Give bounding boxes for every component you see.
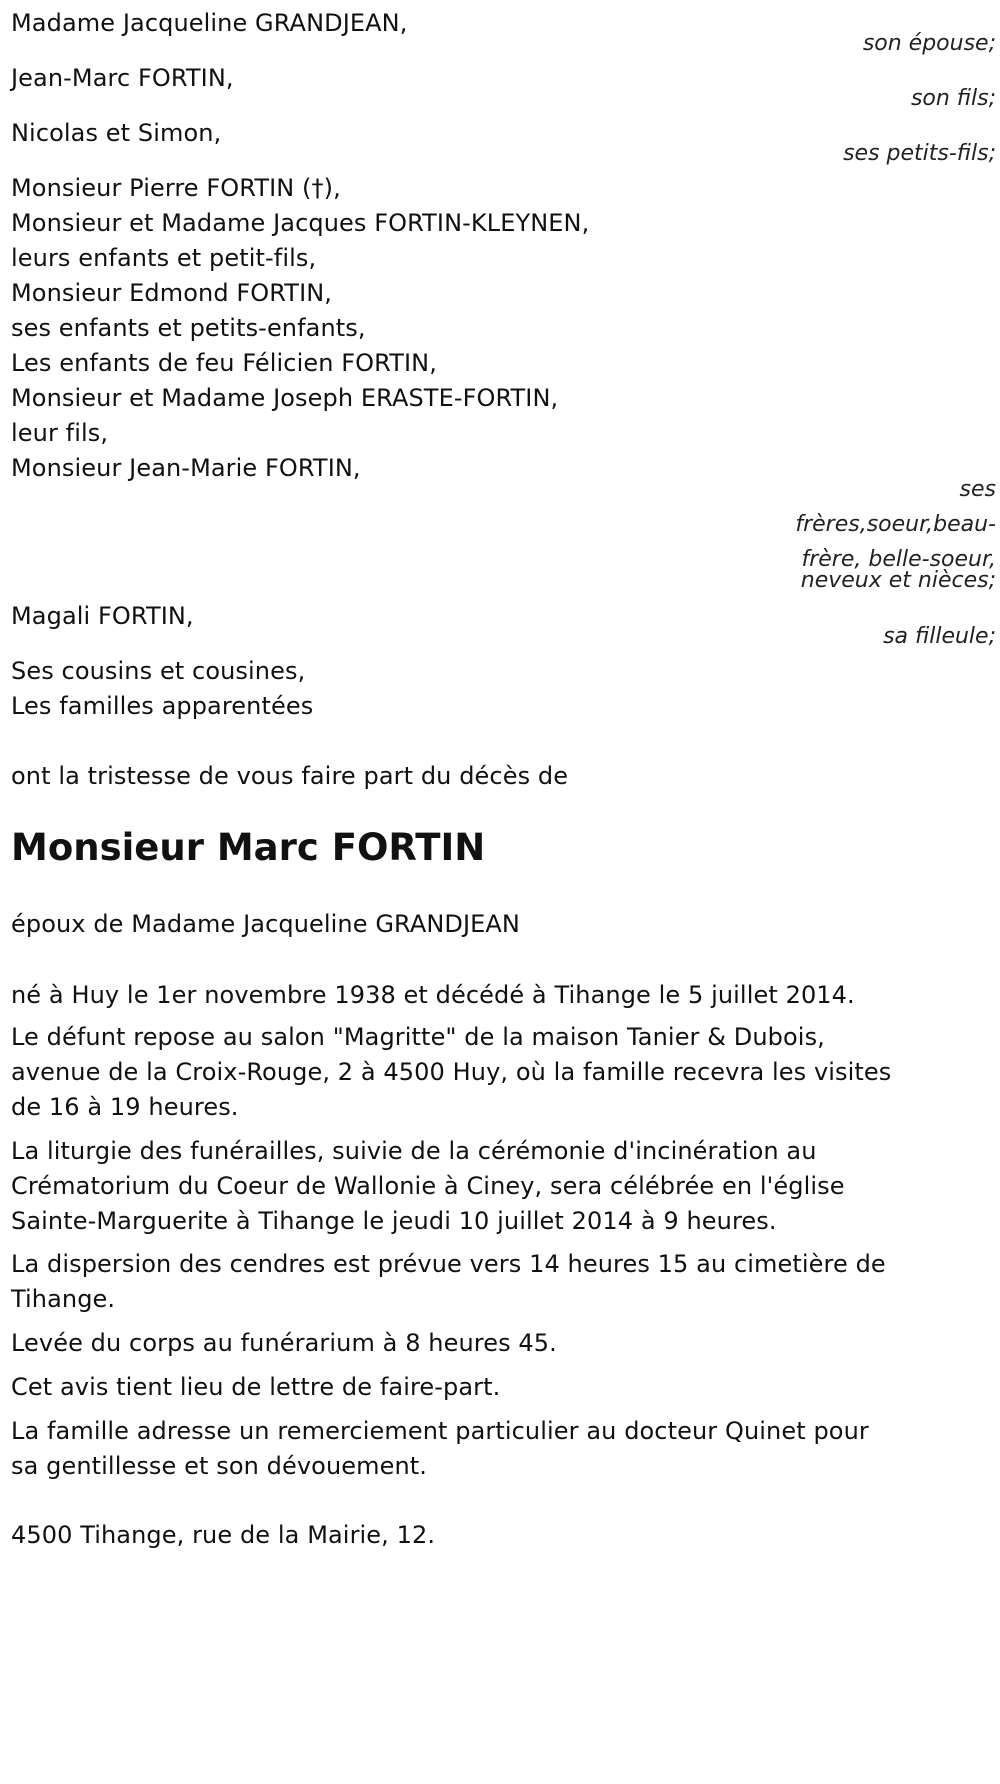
paragraph-line: La dispersion des cendres est prévue vers 14 heures 15 au cimetière de — [11, 1250, 886, 1278]
paragraph-line: Cet avis tient lieu de lettre de faire-part. — [11, 1373, 501, 1401]
paragraph-line: La liturgie des funérailles, suivie de la cérémonie d'incinération au — [11, 1137, 817, 1165]
paragraph-line: Sainte-Marguerite à Tihange le jeudi 10 juillet 2014 à 9 heures. — [11, 1207, 777, 1235]
family-line-spouse: Madame Jacqueline GRANDJEAN, — [11, 9, 408, 37]
relation-goddaughter: sa filleule; — [883, 624, 996, 649]
paragraph-line: Levée du corps au funérarium à 8 heures 45. — [11, 1329, 557, 1357]
sibling-line: leur fils, — [11, 419, 109, 447]
deceased-name: Monsieur Marc FORTIN — [11, 826, 486, 869]
family-line-relatives: Les familles apparentées — [11, 692, 314, 720]
paragraph-line: né à Huy le 1er novembre 1938 et décédé à Tihange le 5 juillet 2014. — [11, 981, 855, 1009]
relation-siblings: frère, belle-soeur, — [801, 547, 996, 572]
paragraph-line: de 16 à 19 heures. — [11, 1093, 239, 1121]
address-line: 4500 Tihange, rue de la Mairie, 12. — [11, 1521, 436, 1549]
paragraph-line: avenue de la Croix-Rouge, 2 à 4500 Huy, où la famille recevra les visites — [11, 1058, 892, 1086]
family-line-son: Jean-Marc FORTIN, — [11, 64, 234, 92]
paragraph-line: sa gentillesse et son dévouement. — [11, 1452, 428, 1480]
family-line-grandsons: Nicolas et Simon, — [11, 119, 222, 147]
relation-grandsons: ses petits-fils; — [843, 141, 996, 166]
sibling-line: Monsieur Jean-Marie FORTIN, — [11, 454, 361, 482]
relation-siblings: frères,soeur,beau- — [795, 512, 996, 537]
announcement-text: ont la tristesse de vous faire part du décès de — [11, 762, 569, 790]
sibling-line: Monsieur et Madame Jacques FORTIN-KLEYNEN, — [11, 209, 590, 237]
sibling-line: Les enfants de feu Félicien FORTIN, — [11, 349, 437, 377]
paragraph-line: Tihange. — [11, 1285, 116, 1313]
sibling-line: Monsieur et Madame Joseph ERASTE-FORTIN, — [11, 384, 559, 412]
spouse-line: époux de Madame Jacqueline GRANDJEAN — [11, 910, 520, 938]
family-line-cousins: Ses cousins et cousines, — [11, 657, 306, 685]
paragraph-line: Crématorium du Coeur de Wallonie à Ciney, sera célébrée en l'église — [11, 1172, 845, 1200]
sibling-line: Monsieur Pierre FORTIN (†), — [11, 174, 341, 202]
family-line-goddaughter: Magali FORTIN, — [11, 602, 194, 630]
relation-siblings: neveux et nièces; — [800, 568, 996, 593]
sibling-line: Monsieur Edmond FORTIN, — [11, 279, 333, 307]
relation-siblings: ses — [959, 477, 996, 502]
sibling-line: ses enfants et petits-enfants, — [11, 314, 366, 342]
paragraph-line: Le défunt repose au salon "Magritte" de la maison Tanier & Dubois, — [11, 1023, 825, 1051]
relation-son: son fils; — [910, 86, 996, 111]
paragraph-line: La famille adresse un remerciement particulier au docteur Quinet pour — [11, 1417, 869, 1445]
relation-spouse: son épouse; — [862, 31, 996, 56]
sibling-line: leurs enfants et petit-fils, — [11, 244, 317, 272]
